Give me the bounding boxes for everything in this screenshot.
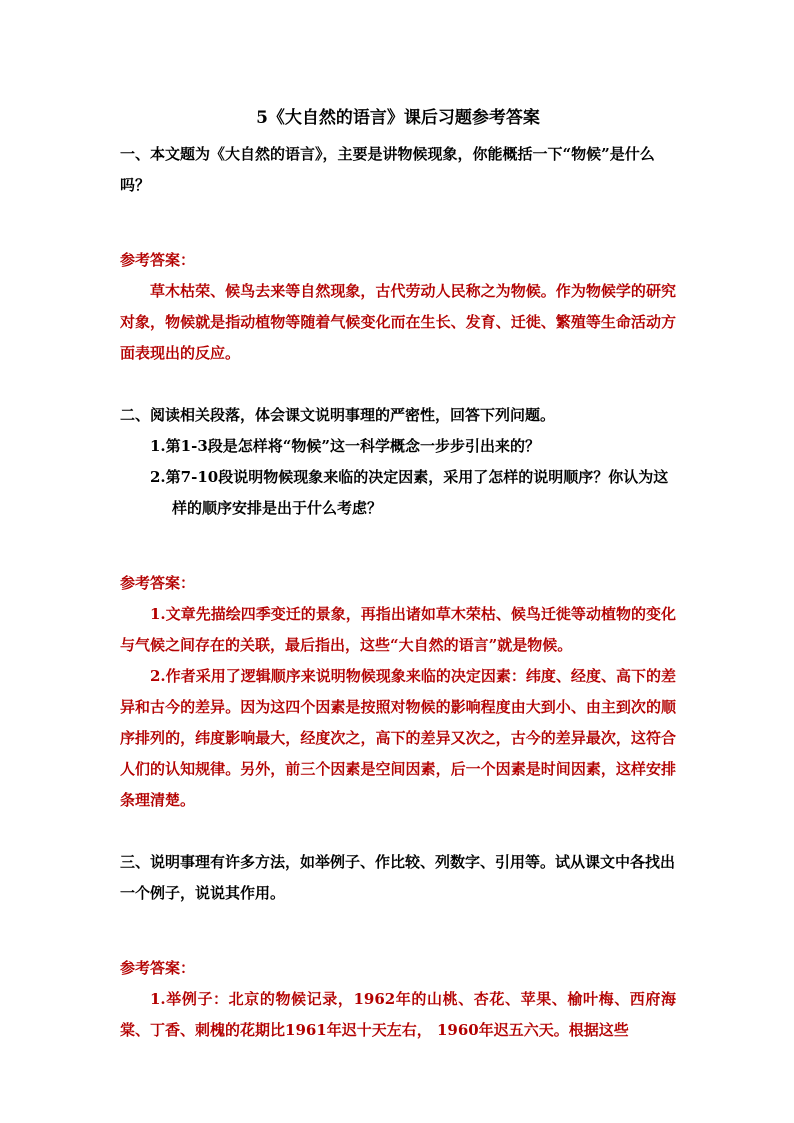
sub-question-2-2: 2.第7-10段说明物候现象来临的决定因素，采用了怎样的说明顺序？你认为这样的顺序安排是出于什么考虑？ <box>150 468 669 517</box>
sub-question-2-1: 1.第1-3段是怎样将“物候”这一科学概念一步步引出来的？ <box>150 437 541 455</box>
answer-2-1: 1.文章先描绘四季变迁的景象，再指出诸如草木荣枯、候鸟迁徙等动植物的变化与气候之间存在的关联，最后指出，这些“大自然的语言”就是物候。 <box>120 605 676 654</box>
question-3: 三、说明事理有许多方法，如举例子、作比较、列数字、引用等。试从课文中各找出一个例子，说说其作用。 <box>120 853 676 902</box>
document-page <box>120 103 676 1046</box>
answer-label-1: 参考答案： <box>120 251 196 269</box>
answer-1: 草木枯荣、候鸟去来等自然现象，古代劳动人民称之为物候。作为物候学的研究对象，物候就是指动植物等随着气候变化而在生长、发育、迁徙、繁殖等生命活动方面表现出的反应。 <box>120 282 676 362</box>
answer-2-2: 2.作者采用了逻辑顺序来说明物候现象来临的决定因素：纬度、经度、高下的差异和古今的差异。因为这四个因素是按照对物候的影响程度由大到小、由主到次的顺序排列的，纬度影响最大，经度次之，高下的差异又次之，古今的差异最次，这符合人们的认知规律。另外，前三个因素是空间因素，后一个因素是时间因素，这样安排条理清楚。 <box>120 667 676 809</box>
answer-label-3: 参考答案： <box>120 959 196 977</box>
question-1: 一、本文题为《大自然的语言》，主要是讲物候现象，你能概括一下“物候”是什么吗？ <box>120 145 655 194</box>
question-2: 二、阅读相关段落，体会课文说明事理的严密性，回答下列问题。 <box>120 406 556 424</box>
answer-3-1: 1.举例子：北京的物候记录，1962年的山桃、杏花、苹果、榆叶梅、西府海棠、丁香、刺槐的花期比1961年迟十天左右， 1960年迟五六天。根据这些 <box>120 990 676 1039</box>
document-title: 5《大自然的语言》课后习题参考答案 <box>256 108 540 128</box>
answer-label-2: 参考答案： <box>120 574 196 592</box>
